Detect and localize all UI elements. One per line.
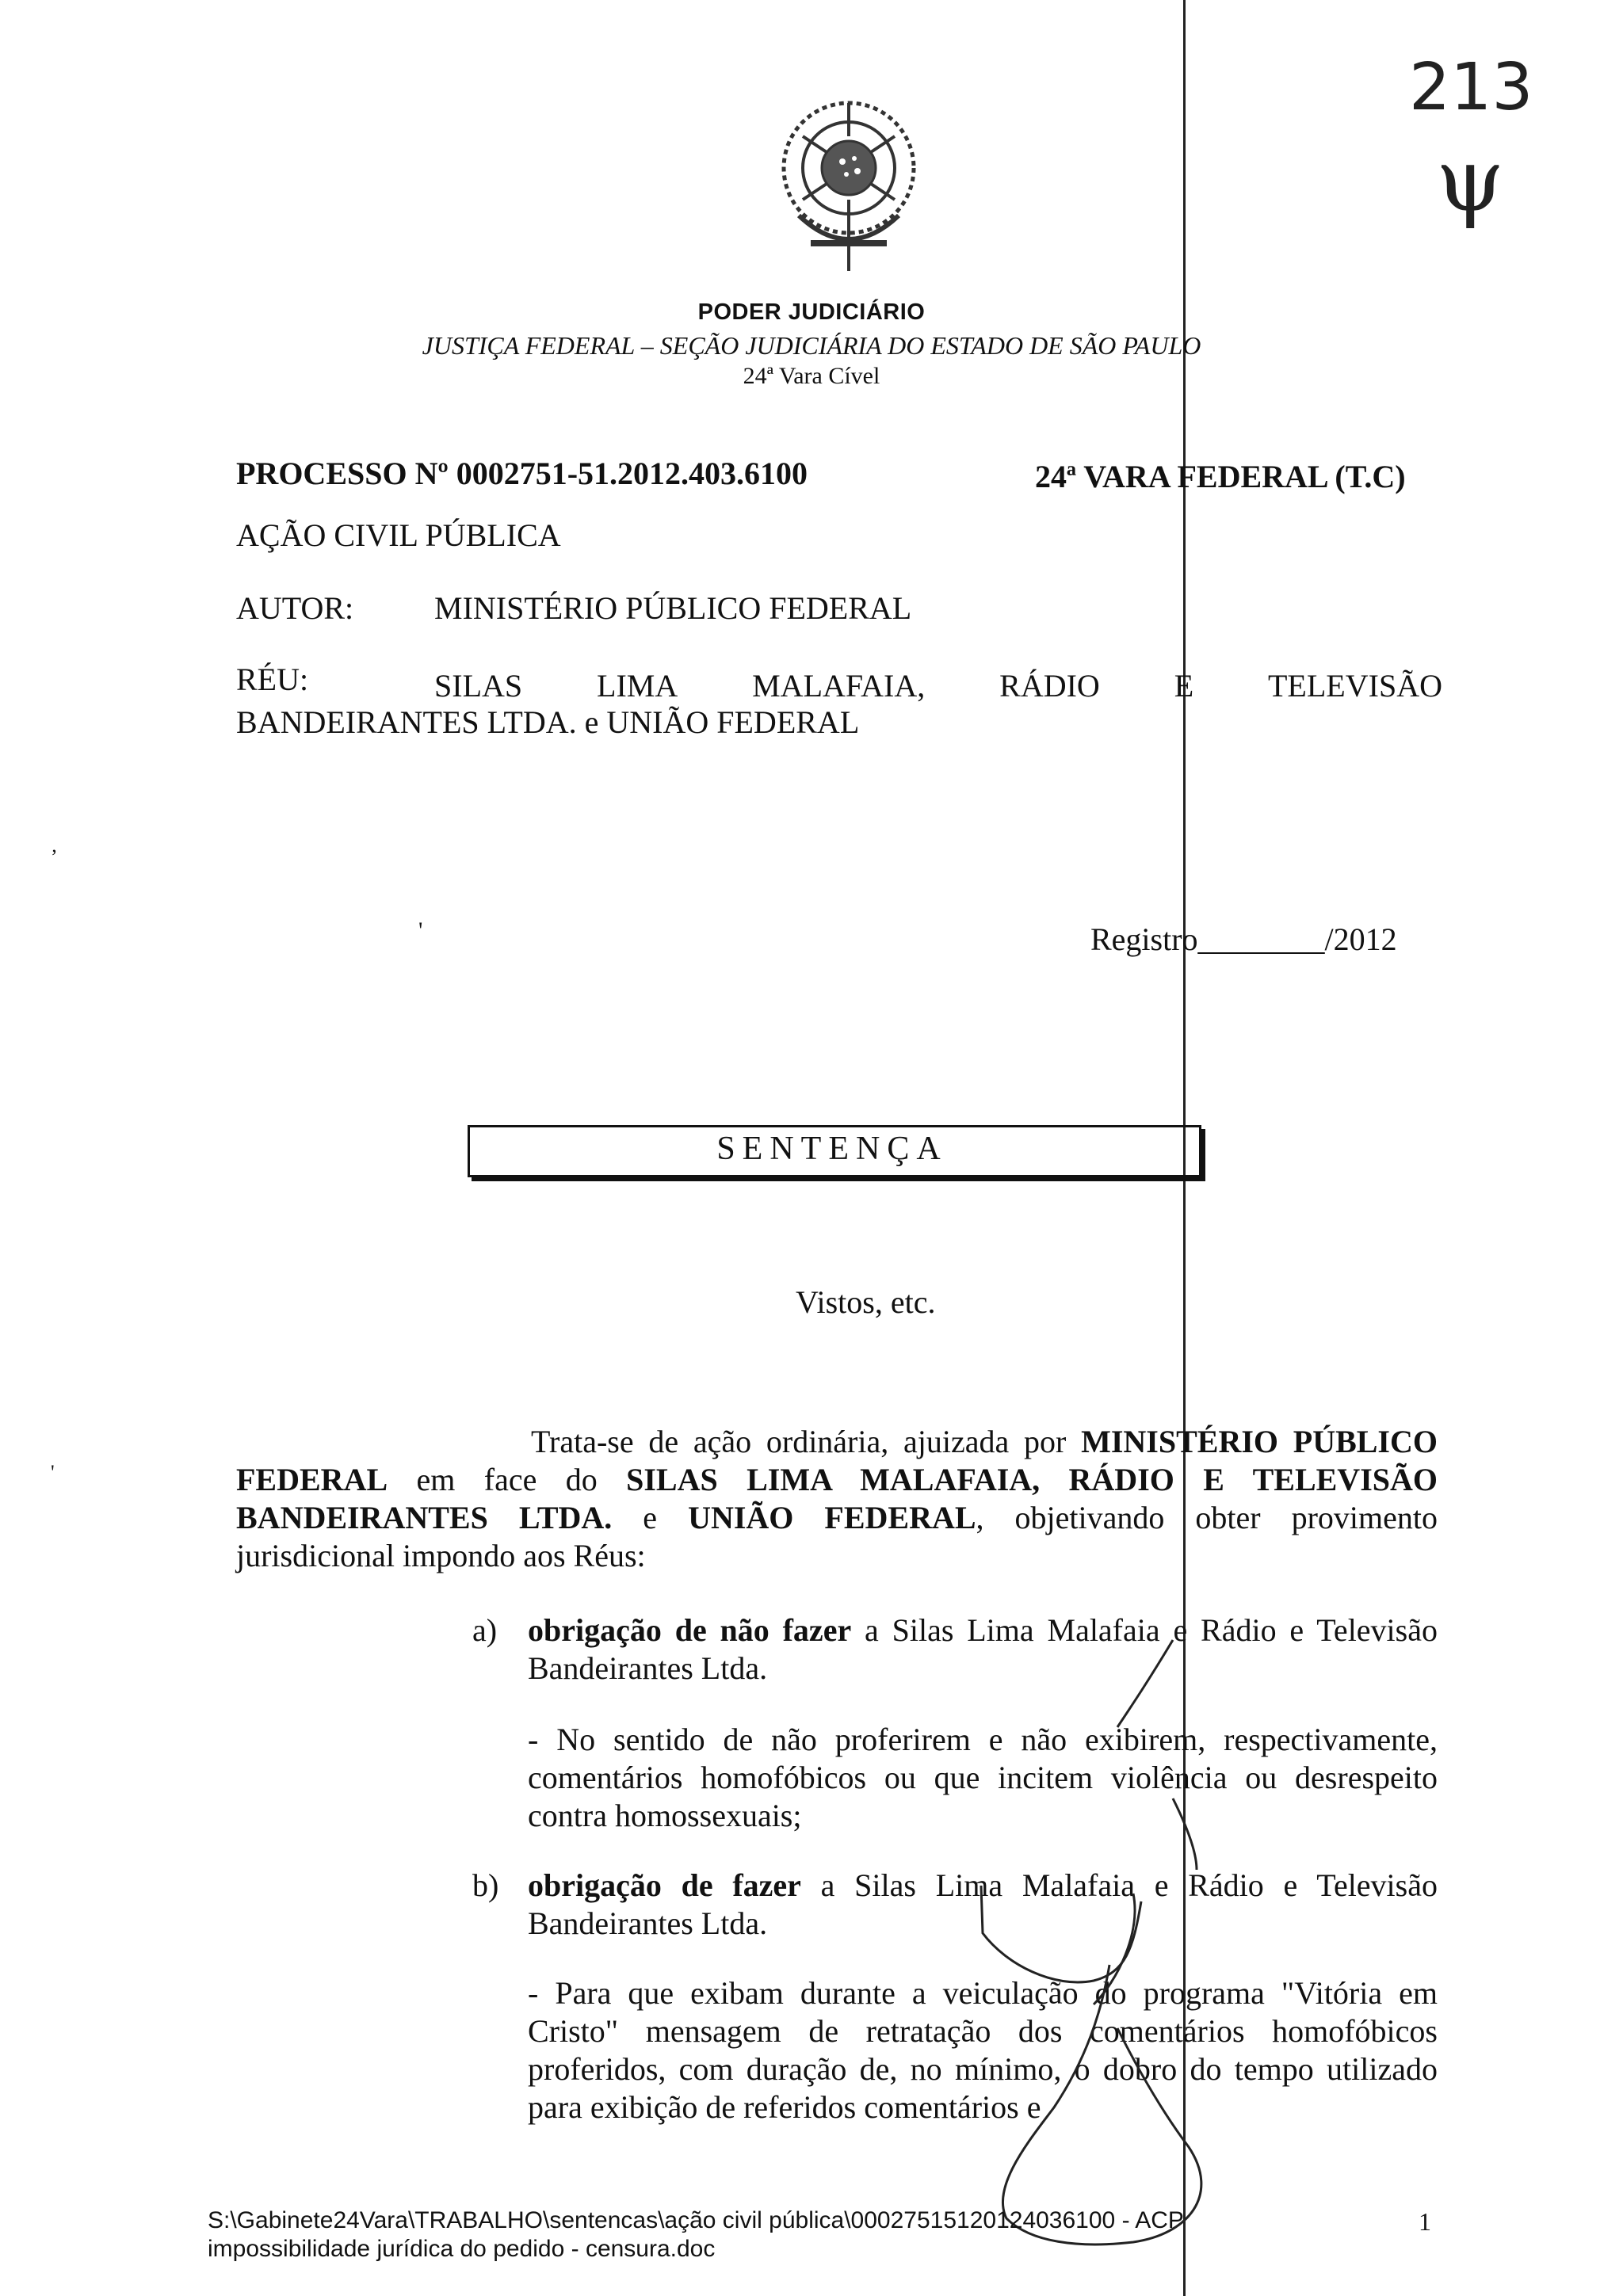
plaintiff-ref: MINISTÉRIO PÚBLICO FEDERAL (236, 1424, 1438, 1497)
defendant-label: RÉU: (236, 662, 309, 697)
footer-path-line-2: impossibilidade jurídica do pedido - censura.doc (208, 2236, 716, 2262)
scan-mark: ' (418, 917, 423, 944)
handwritten-initials: ψ (1436, 129, 1505, 230)
defendant-line-2: BANDEIRANTES LTDA. e UNIÃO FEDERAL (236, 704, 860, 740)
scan-mark: ' (51, 1461, 55, 1484)
court-section: JUSTIÇA FEDERAL – SEÇÃO JUDICIÁRIA DO ESTADO DE SÃO PAULO (422, 331, 1201, 360)
defendant-line-1 (434, 670, 1442, 702)
defendant-word: E (1174, 668, 1194, 704)
handwritten-signature (935, 1632, 1300, 2250)
court-chamber: 24ª Vara Cível (743, 363, 880, 389)
defendant-word: RÁDIO (999, 668, 1100, 704)
item-b-detail: - Para que exibam durante a veiculação do programa "Vitória em Cristo" mensagem de retratação dos comentários homofóbicos proferidos, com duração de, no mínimo, o dobro do tempo utilizado para exibição de referidos comentários e (528, 1975, 1438, 2125)
defendants-ref: SILAS LIMA MALAFAIA, RÁDIO E TELEVISÃO BANDEIRANTES LTDA. (236, 1462, 1438, 1535)
page-stamp-number: 213 (1409, 50, 1533, 125)
handwritten-page-stamp (1395, 48, 1553, 230)
court-branch: PODER JUDICIÁRIO (697, 299, 926, 325)
page-number: 1 (1419, 2207, 1431, 2236)
item-a-detail: - No sentido de não proferirem e não exibirem, respectivamente, comentários homofóbicos ou que incitem violência ou desrespeito contra homossexuais; (528, 1722, 1438, 1833)
defendant-word: SILAS (434, 668, 523, 704)
process-number: PROCESSO Nº 0002751-51.2012.403.6100 (236, 456, 808, 491)
sentence-title: SENTENÇA (716, 1131, 948, 1167)
footer-path-line-1: S:\Gabinete24Vara\TRABALHO\sentencas\ação civil pública\00027515120124036100 - ACP (208, 2207, 1184, 2233)
action-type: AÇÃO CIVIL PÚBLICA (236, 517, 561, 553)
intro-paragraph: Trata-se de ação ordinária, ajuizada por MINISTÉRIO PÚBLICO FEDERAL em face do SILAS LIMA MALAFAIA, RÁDIO E TELEVISÃO BANDEIRANTES LTDA. e UNIÃO FEDERAL, objetivando obter provimento jurisdicional impondo aos Réus: (236, 1424, 1438, 1573)
plaintiff-name: MINISTÉRIO PÚBLICO FEDERAL (434, 590, 912, 626)
coat-of-arms-icon (767, 89, 930, 279)
defendant-word: LIMA (597, 668, 678, 704)
item-a: obrigação de não fazer a Silas Lima Malafaia e Rádio e Televisão Bandeirantes Ltda. (528, 1612, 1438, 1686)
union-ref: UNIÃO FEDERAL (688, 1500, 976, 1535)
scan-mark: ‚ (51, 833, 58, 856)
item-b-marker: b) (472, 1867, 499, 1903)
item-a-obligation: obrigação de não fazer (528, 1612, 852, 1648)
greeting: Vistos, etc. (796, 1284, 936, 1320)
registry-blank: ________ (1197, 921, 1325, 957)
registry-year: /2012 (1324, 921, 1397, 957)
item-b-obligation: obrigação de fazer (528, 1867, 801, 1903)
defendant-word: TELEVISÃO (1268, 668, 1442, 704)
item-a-marker: a) (472, 1612, 498, 1648)
plaintiff-label: AUTOR: (236, 590, 354, 626)
defendant-word: MALAFAIA, (752, 668, 926, 704)
item-b: obrigação de fazer a Silas Lima Malafaia e Rádio e Televisão Bandeirantes Ltda. (528, 1867, 1438, 1941)
registry-line (1090, 921, 1397, 958)
registry-label: Registro (1090, 921, 1198, 957)
venue-label: 24ª VARA FEDERAL (T.C) (1035, 459, 1406, 494)
